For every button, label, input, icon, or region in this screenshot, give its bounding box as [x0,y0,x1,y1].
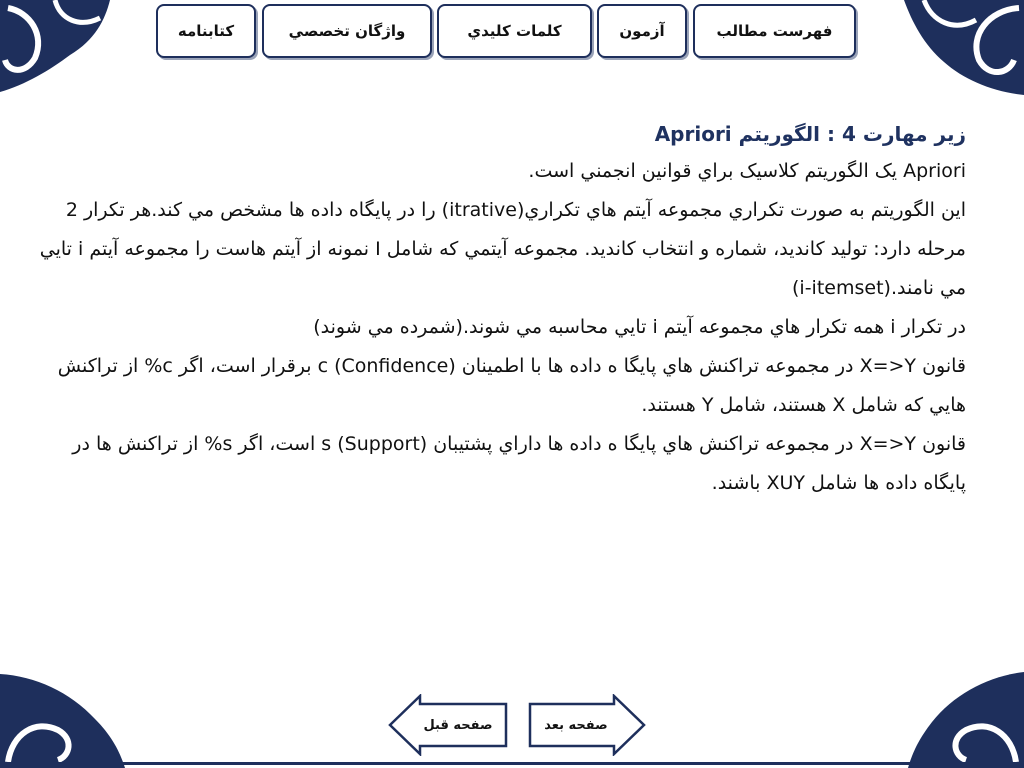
corner-swirl-top-right-icon [884,0,1024,100]
next-page-label: صفحه بعد [544,717,608,733]
bibliography-button[interactable]: كتابنامه [156,4,256,58]
paragraph-support: قانون X=>Y در مجموعه تراکنش هاي پایگا ه داده ها داراي پشتیبان (Support) s است، اگر s% از تراکنش ها در پایگاه داده ها شامل XUY باشند. [72,433,966,494]
paragraph-iteration: این الگوریتم به صورت تکراري مجموعه آیتم هاي تکراري(itrative) را در پایگاه داده ها مشخص مي کند.هر تکرار 2 مرحله دارد: تولید کاندید، شماره و انتخاب کاندید. مجموعه آیتمي که شامل I نمونه از آیتم هاست را مجموعه آیتم i تايي مي نامند.(i-itemset) [39,199,966,299]
previous-page-button[interactable] [388,694,512,756]
next-page-button[interactable] [526,694,650,756]
corner-swirl-bottom-right-icon [884,664,1024,768]
paragraph-intro: Apriori یک الگوریتم کلاسیک براي قوانين انجمني است. [528,160,966,182]
page-navigation [388,694,640,756]
bottom-rule [0,762,1024,765]
paragraph-counting: در تکرار i همه تکرار هاي مجموعه آیتم i تايي محاسبه مي شوند.(شمرده مي شوند) [313,316,966,338]
top-navigation [156,4,856,60]
keywords-button[interactable]: كلمات كليدي [437,4,592,58]
quiz-button[interactable]: آزمون [597,4,687,58]
corner-swirl-top-left-icon [0,0,120,100]
corner-swirl-bottom-left-icon [0,664,150,768]
paragraph-confidence: قانون X=>Y در مجموعه تراکنش هاي پایگا ه داده ها با اطمینان (Confidence) c برقرار است، اگر c% از تراکنش هايي که شامل X هستند، شامل Y هستند. [57,355,966,416]
page-title: زیر مهارت 4 : الگوریتم Apriori [654,122,966,146]
main-content [30,118,966,503]
glossary-button[interactable]: واژگان تخصصي [262,4,432,58]
table-of-contents-button[interactable]: فهرست مطالب [693,4,856,58]
previous-page-label: صفحه قبل [423,717,493,733]
